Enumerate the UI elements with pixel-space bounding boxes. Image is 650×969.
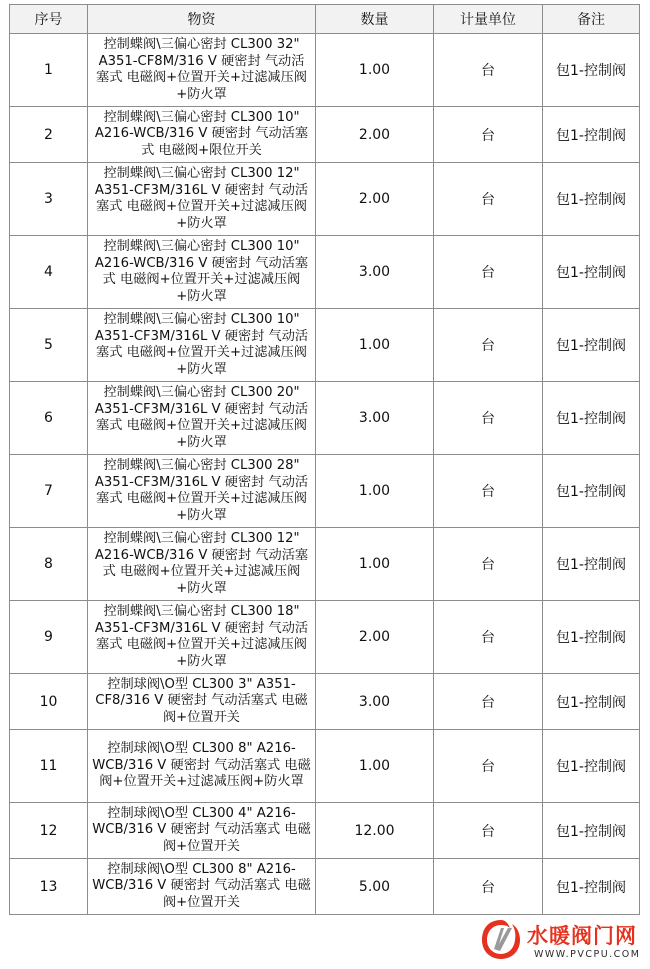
- cell-material: 控制蝶阀\三偏心密封 CL300 12" A216-WCB/316 V 硬密封 气动活塞式 电磁阀+位置开关+过滤减压阀+防火罩: [88, 528, 316, 601]
- cell-note: 包1-控制阀: [543, 34, 640, 107]
- cell-material: 控制球阀\O型 CL300 4" A216-WCB/316 V 硬密封 气动活塞式 电磁阀+位置开关: [88, 803, 316, 859]
- cell-quantity: 5.00: [316, 859, 434, 915]
- cell-no: 12: [10, 803, 88, 859]
- pvcpu-logo-icon: [479, 916, 523, 962]
- cell-no: 2: [10, 107, 88, 163]
- cell-note: 包1-控制阀: [543, 803, 640, 859]
- cell-no: 3: [10, 163, 88, 236]
- cell-material: 控制蝶阀\三偏心密封 CL300 18" A351-CF3M/316L V 硬密封 气动活塞式 电磁阀+位置开关+过滤减压阀+防火罩: [88, 601, 316, 674]
- cell-material: 控制蝶阀\三偏心密封 CL300 32" A351-CF8M/316 V 硬密封 气动活塞式 电磁阀+位置开关+过滤减压阀+防火罩: [88, 34, 316, 107]
- header-quantity: 数量: [316, 5, 434, 34]
- cell-no: 4: [10, 236, 88, 309]
- cell-note: 包1-控制阀: [543, 528, 640, 601]
- table-row: [10, 674, 640, 730]
- site-watermark-logo: [479, 916, 649, 966]
- table-row: [10, 309, 640, 382]
- cell-quantity: 2.00: [316, 601, 434, 674]
- table-row: [10, 601, 640, 674]
- table-row: [10, 382, 640, 455]
- cell-unit: 台: [434, 674, 543, 730]
- cell-unit: 台: [434, 859, 543, 915]
- header-unit: 计量单位: [434, 5, 543, 34]
- cell-note: 包1-控制阀: [543, 236, 640, 309]
- cell-unit: 台: [434, 528, 543, 601]
- watermark-site-name: 水暖阀门网: [527, 924, 637, 948]
- table-row: [10, 528, 640, 601]
- cell-note: 包1-控制阀: [543, 455, 640, 528]
- cell-no: 8: [10, 528, 88, 601]
- cell-note: 包1-控制阀: [543, 730, 640, 803]
- table-row: [10, 107, 640, 163]
- table-row: [10, 730, 640, 803]
- cell-material: 控制蝶阀\三偏心密封 CL300 20" A351-CF3M/316L V 硬密封 气动活塞式 电磁阀+位置开关+过滤减压阀+防火罩: [88, 382, 316, 455]
- cell-quantity: 1.00: [316, 34, 434, 107]
- header-note: 备注: [543, 5, 640, 34]
- header-no: 序号: [10, 5, 88, 34]
- cell-material: 控制球阀\O型 CL300 8" A216-WCB/316 V 硬密封 气动活塞式 电磁阀+位置开关: [88, 859, 316, 915]
- cell-unit: 台: [434, 236, 543, 309]
- table-header-row: [10, 5, 640, 34]
- cell-unit: 台: [434, 601, 543, 674]
- cell-quantity: 1.00: [316, 730, 434, 803]
- table-row: [10, 859, 640, 915]
- cell-material: 控制蝶阀\三偏心密封 CL300 10" A351-CF3M/316L V 硬密封 气动活塞式 电磁阀+位置开关+过滤减压阀+防火罩: [88, 309, 316, 382]
- cell-no: 1: [10, 34, 88, 107]
- cell-quantity: 2.00: [316, 163, 434, 236]
- cell-no: 9: [10, 601, 88, 674]
- cell-quantity: 3.00: [316, 674, 434, 730]
- table-row: [10, 34, 640, 107]
- cell-quantity: 3.00: [316, 382, 434, 455]
- cell-quantity: 1.00: [316, 528, 434, 601]
- cell-material: 控制球阀\O型 CL300 8" A216-WCB/316 V 硬密封 气动活塞式 电磁阀+位置开关+过滤减压阀+防火罩: [88, 730, 316, 803]
- watermark-site-url: WWW.PVCPU.COM: [534, 949, 641, 960]
- cell-quantity: 12.00: [316, 803, 434, 859]
- cell-material: 控制蝶阀\三偏心密封 CL300 10" A216-WCB/316 V 硬密封 气动活塞式 电磁阀+限位开关: [88, 107, 316, 163]
- cell-no: 10: [10, 674, 88, 730]
- cell-quantity: 3.00: [316, 236, 434, 309]
- cell-material: 控制球阀\O型 CL300 3" A351-CF8/316 V 硬密封 气动活塞式 电磁阀+位置开关: [88, 674, 316, 730]
- cell-no: 11: [10, 730, 88, 803]
- table-row: [10, 455, 640, 528]
- cell-quantity: 2.00: [316, 107, 434, 163]
- cell-note: 包1-控制阀: [543, 107, 640, 163]
- cell-unit: 台: [434, 803, 543, 859]
- cell-no: 13: [10, 859, 88, 915]
- cell-note: 包1-控制阀: [543, 601, 640, 674]
- cell-unit: 台: [434, 730, 543, 803]
- table-row: [10, 803, 640, 859]
- cell-unit: 台: [434, 163, 543, 236]
- table-row: [10, 236, 640, 309]
- cell-no: 7: [10, 455, 88, 528]
- cell-material: 控制蝶阀\三偏心密封 CL300 12" A351-CF3M/316L V 硬密封 气动活塞式 电磁阀+位置开关+过滤减压阀+防火罩: [88, 163, 316, 236]
- cell-unit: 台: [434, 107, 543, 163]
- cell-unit: 台: [434, 309, 543, 382]
- materials-table: [9, 4, 640, 915]
- cell-note: 包1-控制阀: [543, 309, 640, 382]
- cell-quantity: 1.00: [316, 455, 434, 528]
- cell-no: 5: [10, 309, 88, 382]
- table-row: [10, 163, 640, 236]
- cell-note: 包1-控制阀: [543, 382, 640, 455]
- cell-unit: 台: [434, 34, 543, 107]
- cell-unit: 台: [434, 455, 543, 528]
- cell-quantity: 1.00: [316, 309, 434, 382]
- cell-material: 控制蝶阀\三偏心密封 CL300 10" A216-WCB/316 V 硬密封 气动活塞式 电磁阀+位置开关+过滤减压阀+防火罩: [88, 236, 316, 309]
- cell-material: 控制蝶阀\三偏心密封 CL300 28" A351-CF3M/316L V 硬密封 气动活塞式 电磁阀+位置开关+过滤减压阀+防火罩: [88, 455, 316, 528]
- header-material: 物资: [88, 5, 316, 34]
- cell-note: 包1-控制阀: [543, 163, 640, 236]
- cell-note: 包1-控制阀: [543, 859, 640, 915]
- cell-no: 6: [10, 382, 88, 455]
- cell-note: 包1-控制阀: [543, 674, 640, 730]
- cell-unit: 台: [434, 382, 543, 455]
